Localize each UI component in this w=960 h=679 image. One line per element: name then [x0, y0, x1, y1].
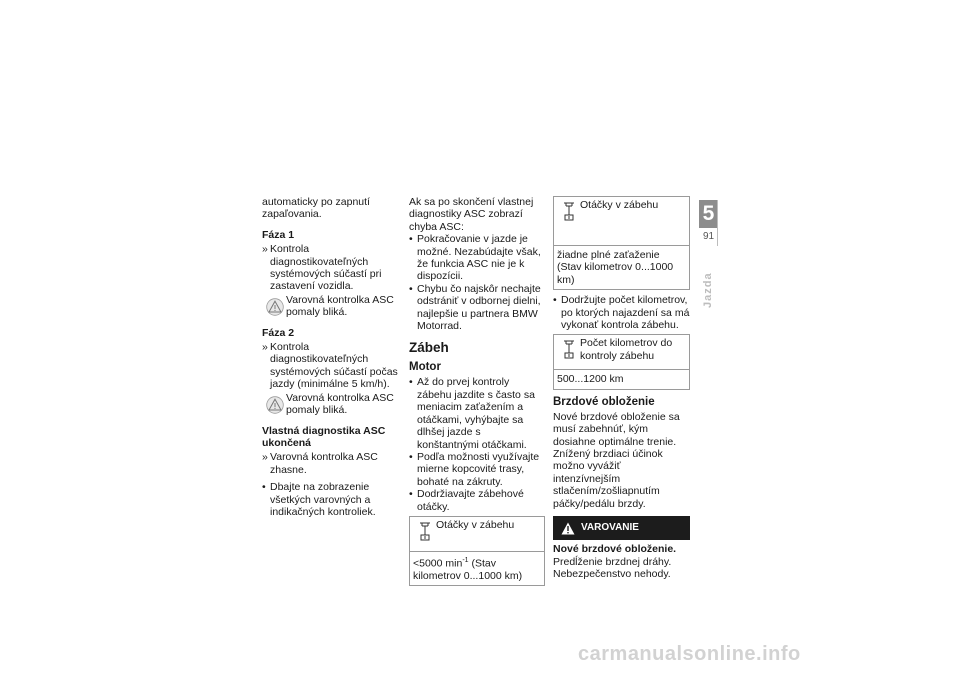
table-header [410, 517, 544, 552]
table-header [554, 197, 689, 246]
bullet-marker: • [262, 481, 266, 494]
run-in-load-table [553, 196, 690, 290]
column-left [262, 196, 400, 518]
diagnostics-end-heading: Vlastná diagnostika ASC ukončená [262, 424, 386, 449]
intro-text: automaticky po zapnutí zapaľovania. [262, 196, 370, 221]
faza2-heading: Fáza 2 [262, 326, 295, 339]
chapter-number: 5 [699, 200, 718, 228]
bullet-item [262, 481, 400, 518]
column-middle [409, 196, 545, 590]
faza1-warning-light [262, 294, 400, 319]
brake-pads-text: Nové brzdové obloženie sa musí zabehnúť, kým dosiahne optimálne trenie. Znížený brzdiaci účinok možno vyvážiť intenzívnejším stlačením/zošliapnutím páčky/pedálu brzdy. [553, 410, 680, 510]
bullet-item [409, 233, 545, 283]
column-right [553, 196, 690, 580]
bullet-marker: • [553, 294, 557, 307]
chapter-title: Jazda [702, 272, 714, 308]
faza2-warning-light [262, 392, 400, 417]
watermark: carmanualsonline.info [578, 643, 801, 665]
warning-banner [553, 516, 690, 540]
run-in-mileage-table [553, 334, 690, 389]
diagnostics-end-text: Varovná kontrolka ASC zhasne. [270, 451, 378, 476]
page-number: 91 [702, 231, 715, 242]
rpm-odometer-range: (Stav kilometrov 0...1000 km) [413, 557, 523, 582]
faza2-step [262, 341, 400, 391]
faza1-heading: Fáza 1 [262, 228, 295, 241]
table-header-text: Otáčky v zábehu [580, 199, 659, 211]
bullet-marker: • [409, 282, 413, 295]
table-header-text: Otáčky v zábehu [436, 518, 515, 531]
bullet-text: Dodržiavajte zábehové otáčky. [417, 488, 524, 513]
bullet-text: Dbajte na zobrazenie všetkých varovných a indikačných kontroliek. [270, 481, 376, 518]
section-heading-brake-pads: Brzdové obloženie [553, 395, 655, 408]
rpm-value: <5000 min [413, 557, 463, 570]
engine-speed-icon [563, 340, 575, 360]
table-value: 500...1200 km [557, 373, 624, 386]
bullet-item [409, 488, 545, 513]
bullet-item [409, 376, 545, 450]
bullet-text: Dodržujte počet kilometrov, po ktorých najazdení sa má vykonať kontrola zábehu. [561, 294, 690, 332]
table-value: žiadne plné zaťaženie (Stav kilometrov 0...1000 km) [557, 249, 674, 286]
bullet-item [409, 283, 545, 333]
rpm-unit-exponent: -1 [462, 556, 469, 564]
bullet-marker: • [409, 450, 413, 463]
bullet-text: Podľa možnosti využívajte mierne kopcovité trasy, bohaté na zákruty. [417, 450, 540, 488]
bullet-text: Pokračovanie v jazde je možné. Nezabúdajte však, že funkcia ASC nie je k dispozícii. [417, 233, 541, 283]
engine-speed-icon [419, 522, 431, 542]
asc-error-intro: Ak sa po skončení vlastnej diagnostiky ASC zobrazí chyba ASC: [409, 196, 534, 233]
faza1-step [262, 243, 400, 293]
asc-warning-light-icon [266, 396, 284, 414]
warning-triangle-icon [561, 522, 575, 535]
bullet-item [409, 451, 545, 488]
bullet-marker: • [409, 233, 413, 246]
section-heading-zabeh: Zábeh [409, 340, 449, 356]
faza2-step-text: Kontrola diagnostikovateľných systémových súčastí počas jazdy (minimálne 5 km/h). [270, 341, 398, 391]
warning-label: VAROVANIE [581, 521, 639, 533]
run-in-rpm-table [409, 516, 545, 586]
faza1-step-text: Kontrola diagnostikovateľných systémových súčastí pri zastavení vozidla. [270, 243, 382, 293]
subheading-motor: Motor [409, 361, 441, 374]
faza2-warning-text: Varovná kontrolka ASC pomaly bliká. [286, 391, 394, 417]
asc-warning-light-icon [266, 298, 284, 316]
step-marker: » [262, 451, 268, 464]
faza1-warning-text: Varovná kontrolka ASC pomaly bliká. [286, 293, 394, 319]
table-header [554, 335, 689, 370]
table-value [410, 552, 544, 585]
bullet-marker: • [409, 376, 413, 389]
bullet-marker: • [409, 488, 413, 501]
warning-title: Nové brzdové obloženie. [553, 543, 677, 556]
step-marker: » [262, 341, 268, 354]
table-header-text: Počet kilometrov do kontroly zábehu [580, 337, 673, 362]
step-marker: » [262, 243, 268, 256]
bullet-text: Chybu čo najskôr nechajte odstrániť v odbornej dielni, najlepšie u partnera BMW Motorrad. [417, 282, 541, 333]
bullet-item [553, 294, 690, 331]
warning-text: Predĺženie brzdnej dráhy. Nebezpečenstvo nehody. [553, 555, 672, 580]
engine-speed-icon [563, 202, 575, 222]
bullet-text: Až do prvej kontroly zábehu jazdite s často sa meniacim zaťažením a otáčkami, vyhýbajte sa dlhšej jazde s konštantnými otáčkami. [417, 376, 535, 451]
diagnostics-end-step [262, 451, 400, 476]
